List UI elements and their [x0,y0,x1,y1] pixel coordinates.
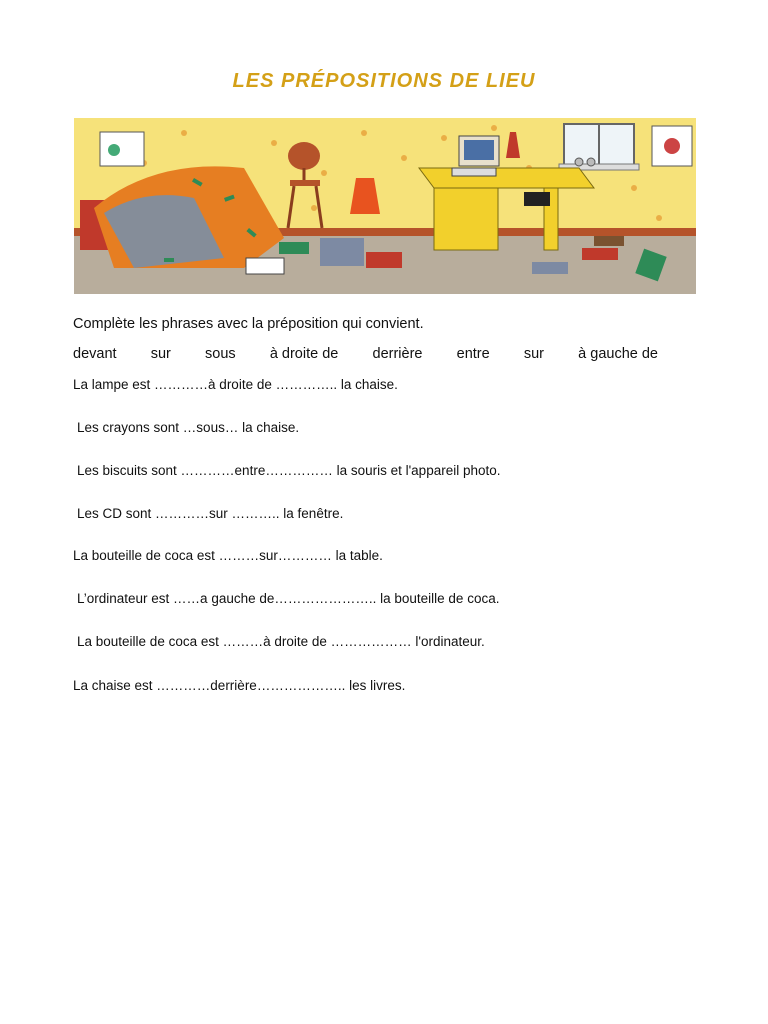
sentence-bouteille-ordinateur: La bouteille de coca est ………à droite de ……………… l'ordinateur. [77,634,485,649]
sentence-cd: Les CD sont …………sur ……….. la fenêtre. [77,506,344,521]
sentence-biscuits: Les biscuits sont …………entre…………… la souris et l'appareil photo. [77,463,501,478]
bedroom-illustration [74,118,696,294]
instructions: Complète les phrases avec la préposition qui convient. [73,316,424,332]
sentence-bouteille-table: La bouteille de coca est ………sur………… la table. [73,548,383,563]
sentence-ordinateur: L’ordinateur est ……a gauche de………………….. la bouteille de coca. [77,591,500,606]
word-bank-item: entre [456,346,490,362]
sentence-lampe: La lampe est …………à droite de ………….. la chaise. [73,377,398,392]
sentence-crayons: Les crayons sont …sous… la chaise. [77,420,300,435]
word-bank [73,346,658,362]
sentence-chaise: La chaise est …………derrière……………….. les livres. [73,678,406,693]
word-bank-item: sur [150,346,171,362]
word-bank-item: sous [205,346,236,362]
word-bank-item: devant [73,346,117,362]
page-title: LES PRÉPOSITIONS DE LIEU [232,70,536,92]
word-bank-item: à droite de [269,346,339,362]
word-bank-item: à gauche de [578,346,658,362]
word-bank-item: derrière [372,346,423,362]
word-bank-item: sur [523,346,544,362]
